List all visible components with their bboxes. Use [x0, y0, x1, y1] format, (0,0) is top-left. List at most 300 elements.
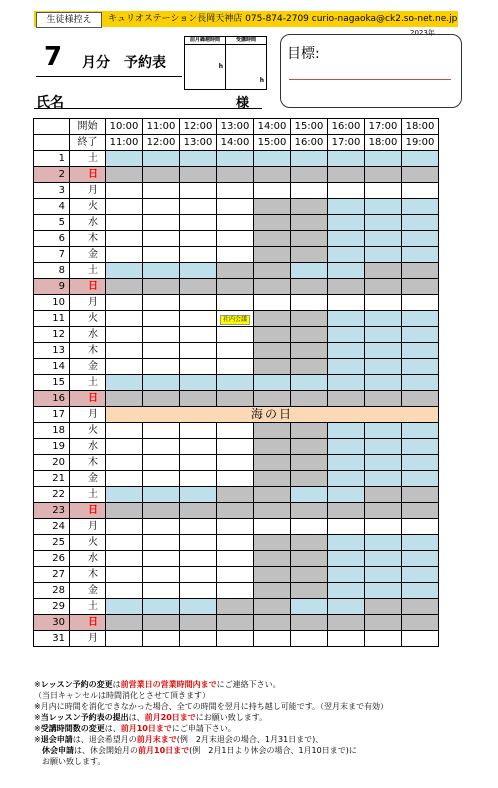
slot-cell[interactable] [291, 599, 328, 615]
note-line [34, 712, 474, 723]
slot-cell[interactable] [291, 263, 328, 279]
slot-cell[interactable] [106, 231, 143, 247]
slot-cell[interactable] [402, 343, 439, 359]
time-start-5: 15:00 [291, 119, 328, 135]
day-number: 25 [34, 535, 70, 551]
slot-cell[interactable] [143, 247, 180, 263]
slot-cell[interactable] [328, 455, 365, 471]
slot-cell [143, 167, 180, 183]
slot-cell [402, 391, 439, 407]
slot-cell [291, 391, 328, 407]
slot-cell[interactable] [143, 599, 180, 615]
slot-cell[interactable] [217, 151, 254, 167]
slot-cell[interactable] [328, 567, 365, 583]
time-start-7: 17:00 [365, 119, 402, 135]
weekday: 火 [70, 199, 106, 215]
blank-cell [34, 135, 70, 151]
slot-cell[interactable] [106, 423, 143, 439]
day-row-1 [34, 151, 439, 167]
day-row-13 [34, 343, 439, 359]
slot-cell[interactable] [328, 151, 365, 167]
goal-label: 目標: [287, 46, 320, 62]
slot-cell[interactable] [180, 599, 217, 615]
slot-cell[interactable] [106, 519, 143, 535]
lesson-hours-caption: 受講時間 [226, 37, 266, 45]
weekday: 月 [70, 407, 106, 423]
slot-cell[interactable] [180, 551, 217, 567]
slot-cell[interactable] [365, 519, 402, 535]
slot-cell [291, 583, 328, 599]
weekday: 木 [70, 567, 106, 583]
slot-cell[interactable] [217, 199, 254, 215]
note-text: (例 2月1日より休会の場合、1月10日まで)に [189, 746, 357, 755]
slot-cell[interactable] [180, 215, 217, 231]
slot-cell[interactable] [143, 215, 180, 231]
slot-cell[interactable] [180, 423, 217, 439]
slot-cell [291, 167, 328, 183]
slot-cell[interactable] [217, 327, 254, 343]
slot-cell[interactable] [328, 519, 365, 535]
time-start-2: 12:00 [180, 119, 217, 135]
day-number: 10 [34, 295, 70, 311]
slot-cell[interactable] [180, 327, 217, 343]
year-label: 2023年 [410, 29, 435, 37]
slot-cell[interactable] [291, 487, 328, 503]
weekday: 日 [70, 615, 106, 631]
slot-cell[interactable] [402, 311, 439, 327]
slot-cell[interactable] [180, 535, 217, 551]
weekday: 月 [70, 183, 106, 199]
slot-cell[interactable] [365, 359, 402, 375]
header-start-label: 開始 [70, 119, 106, 135]
slot-cell[interactable] [106, 215, 143, 231]
slot-cell[interactable] [365, 295, 402, 311]
note-text: は [112, 680, 121, 689]
weekday: 木 [70, 343, 106, 359]
slot-cell[interactable] [143, 583, 180, 599]
day-row-19 [34, 439, 439, 455]
weekday: 月 [70, 295, 106, 311]
slot-cell[interactable] [180, 359, 217, 375]
slot-cell[interactable] [143, 343, 180, 359]
note-bold: レッスン予約の変更 [40, 680, 113, 689]
day-number: 29 [34, 599, 70, 615]
time-end-0: 11:00 [106, 135, 143, 151]
slot-cell[interactable] [328, 471, 365, 487]
slot-cell [291, 535, 328, 551]
day-row-4 [34, 199, 439, 215]
day-row-23 [34, 503, 439, 519]
slot-cell[interactable] [328, 487, 365, 503]
slot-cell[interactable] [180, 311, 217, 327]
weekday: 水 [70, 327, 106, 343]
slot-cell[interactable] [143, 199, 180, 215]
lesson-hours-box[interactable] [225, 36, 267, 90]
slot-cell[interactable] [106, 151, 143, 167]
slot-cell[interactable] [328, 311, 365, 327]
slot-cell [254, 439, 291, 455]
slot-cell[interactable] [254, 519, 291, 535]
slot-cell [254, 391, 291, 407]
slot-cell[interactable] [328, 551, 365, 567]
slot-cell[interactable] [365, 439, 402, 455]
slot-cell [143, 615, 180, 631]
slot-cell[interactable] [328, 375, 365, 391]
slot-cell [328, 615, 365, 631]
slot-cell[interactable] [106, 439, 143, 455]
slot-cell [254, 327, 291, 343]
slot-cell[interactable] [143, 327, 180, 343]
carryover-box[interactable] [184, 36, 226, 90]
day-row-25 [34, 535, 439, 551]
day-row-10 [34, 295, 439, 311]
slot-cell[interactable] [328, 199, 365, 215]
slot-cell[interactable] [180, 631, 217, 647]
day-number: 15 [34, 375, 70, 391]
slot-cell[interactable] [328, 295, 365, 311]
slot-cell[interactable] [217, 343, 254, 359]
slot-cell[interactable] [365, 551, 402, 567]
slot-cell[interactable] [402, 455, 439, 471]
day-number: 7 [34, 247, 70, 263]
weekday: 金 [70, 583, 106, 599]
note-text: （当日キャンセルは時間消化とさせて頂きます） [34, 691, 210, 700]
day-row-22 [34, 487, 439, 503]
slot-cell[interactable] [180, 583, 217, 599]
slot-cell[interactable] [365, 215, 402, 231]
slot-cell [217, 487, 254, 503]
slot-cell[interactable] [217, 423, 254, 439]
day-number: 31 [34, 631, 70, 647]
slot-cell[interactable] [328, 247, 365, 263]
slot-cell[interactable] [402, 551, 439, 567]
slot-cell [254, 615, 291, 631]
slot-cell[interactable] [328, 183, 365, 199]
slot-cell[interactable] [143, 471, 180, 487]
slot-cell[interactable] [106, 199, 143, 215]
slot-cell[interactable] [106, 599, 143, 615]
slot-cell [291, 279, 328, 295]
slot-cell[interactable] [217, 519, 254, 535]
slot-cell[interactable] [328, 231, 365, 247]
slot-cell[interactable] [402, 583, 439, 599]
slot-cell[interactable] [106, 551, 143, 567]
day-row-27 [34, 567, 439, 583]
slot-cell[interactable] [217, 471, 254, 487]
slot-cell [106, 503, 143, 519]
slot-cell [402, 599, 439, 615]
slot-cell[interactable] [143, 423, 180, 439]
slot-cell[interactable] [143, 183, 180, 199]
weekday: 水 [70, 215, 106, 231]
slot-cell[interactable] [217, 295, 254, 311]
slot-cell[interactable] [143, 455, 180, 471]
slot-cell[interactable] [106, 631, 143, 647]
day-row-24 [34, 519, 439, 535]
day-row-9 [34, 279, 439, 295]
slot-cell[interactable] [217, 215, 254, 231]
slot-cell [291, 615, 328, 631]
slot-cell [328, 503, 365, 519]
slot-cell[interactable] [402, 231, 439, 247]
slot-cell [143, 503, 180, 519]
slot-cell[interactable] [365, 199, 402, 215]
slot-cell[interactable] [328, 439, 365, 455]
slot-cell [180, 167, 217, 183]
slot-cell [291, 551, 328, 567]
slot-cell[interactable] [143, 375, 180, 391]
notes [34, 679, 474, 767]
slot-cell[interactable] [180, 375, 217, 391]
slot-cell[interactable] [180, 231, 217, 247]
slot-cell[interactable] [365, 311, 402, 327]
slot-cell[interactable] [180, 471, 217, 487]
slot-cell[interactable] [254, 375, 291, 391]
slot-cell[interactable] [180, 199, 217, 215]
slot-cell[interactable] [180, 567, 217, 583]
slot-cell[interactable] [180, 343, 217, 359]
note-text [34, 746, 42, 755]
weekday: 日 [70, 391, 106, 407]
slot-cell[interactable] [402, 295, 439, 311]
slot-cell[interactable] [217, 231, 254, 247]
carryover-unit: h [218, 63, 223, 70]
slot-cell[interactable] [143, 359, 180, 375]
slot-cell[interactable] [365, 535, 402, 551]
slot-cell [365, 263, 402, 279]
slot-cell [365, 615, 402, 631]
slot-cell [328, 391, 365, 407]
slot-cell[interactable] [402, 631, 439, 647]
slot-cell[interactable] [402, 471, 439, 487]
slot-cell[interactable] [217, 567, 254, 583]
slot-cell[interactable] [106, 471, 143, 487]
slot-cell[interactable] [402, 215, 439, 231]
slot-cell[interactable] [106, 247, 143, 263]
slot-cell [291, 311, 328, 327]
slot-cell [217, 503, 254, 519]
slot-cell[interactable] [143, 311, 180, 327]
slot-cell[interactable] [180, 519, 217, 535]
time-end-6: 17:00 [328, 135, 365, 151]
slot-cell[interactable] [217, 535, 254, 551]
slot-cell[interactable] [143, 487, 180, 503]
slot-cell[interactable] [365, 455, 402, 471]
slot-cell [365, 279, 402, 295]
slot-cell[interactable] [402, 327, 439, 343]
slot-cell[interactable] [402, 567, 439, 583]
slot-cell[interactable] [143, 263, 180, 279]
blank-cell [34, 119, 70, 135]
slot-cell [254, 167, 291, 183]
slot-cell[interactable] [180, 455, 217, 471]
day-number: 14 [34, 359, 70, 375]
weekday: 木 [70, 231, 106, 247]
slot-cell [365, 503, 402, 519]
slot-cell[interactable] [365, 343, 402, 359]
slot-cell[interactable] [365, 567, 402, 583]
slot-cell[interactable] [291, 375, 328, 391]
slot-cell[interactable] [180, 183, 217, 199]
slot-cell[interactable] [106, 327, 143, 343]
slot-cell[interactable] [365, 183, 402, 199]
time-start-1: 11:00 [143, 119, 180, 135]
copy-badge: 生徒様控え [36, 12, 102, 28]
slot-cell[interactable] [180, 151, 217, 167]
slot-cell[interactable] [180, 295, 217, 311]
slot-cell [180, 615, 217, 631]
slot-cell[interactable] [106, 343, 143, 359]
slot-cell[interactable] [106, 295, 143, 311]
day-number: 26 [34, 551, 70, 567]
name-label: 氏名 [36, 95, 64, 111]
slot-cell[interactable] [217, 551, 254, 567]
slot-cell[interactable] [402, 519, 439, 535]
day-row-20 [34, 455, 439, 471]
slot-cell[interactable] [328, 583, 365, 599]
weekday: 土 [70, 599, 106, 615]
slot-cell[interactable] [365, 151, 402, 167]
slot-cell[interactable] [402, 199, 439, 215]
slot-cell[interactable] [402, 183, 439, 199]
slot-cell[interactable] [402, 535, 439, 551]
name-underline [34, 108, 262, 109]
slot-cell[interactable] [328, 423, 365, 439]
note-line [34, 734, 474, 745]
slot-cell[interactable] [143, 551, 180, 567]
slot-cell[interactable] [254, 151, 291, 167]
slot-cell[interactable] [106, 487, 143, 503]
slot-cell[interactable] [217, 583, 254, 599]
slot-cell [365, 391, 402, 407]
slot-cell[interactable] [291, 183, 328, 199]
day-row-7 [34, 247, 439, 263]
slot-cell[interactable] [402, 359, 439, 375]
slot-cell [402, 167, 439, 183]
lesson-hours-unit: h [259, 77, 264, 84]
slot-cell[interactable] [106, 311, 143, 327]
slot-cell[interactable] [328, 535, 365, 551]
goal-box[interactable] [280, 34, 462, 108]
slot-cell[interactable] [328, 359, 365, 375]
weekday: 火 [70, 423, 106, 439]
slot-cell [291, 503, 328, 519]
slot-cell[interactable] [402, 423, 439, 439]
slot-cell[interactable] [180, 247, 217, 263]
day-number: 16 [34, 391, 70, 407]
slot-cell[interactable] [254, 631, 291, 647]
slot-cell[interactable] [106, 359, 143, 375]
slot-cell[interactable] [254, 183, 291, 199]
time-end-3: 14:00 [217, 135, 254, 151]
slot-cell[interactable] [291, 519, 328, 535]
note-emphasis: 前月10日まで [138, 746, 190, 755]
slot-cell[interactable] [143, 631, 180, 647]
slot-cell[interactable] [328, 343, 365, 359]
slot-cell[interactable] [291, 295, 328, 311]
slot-cell[interactable] [217, 375, 254, 391]
slot-cell[interactable] [106, 183, 143, 199]
slot-cell[interactable] [402, 151, 439, 167]
slot-cell[interactable] [106, 535, 143, 551]
slot-cell[interactable] [217, 631, 254, 647]
slot-cell[interactable] [143, 295, 180, 311]
day-number: 12 [34, 327, 70, 343]
slot-cell[interactable] [217, 247, 254, 263]
note-line [34, 723, 474, 734]
slot-cell[interactable] [217, 183, 254, 199]
slot-cell [254, 279, 291, 295]
slot-cell[interactable] [106, 455, 143, 471]
slot-cell[interactable] [217, 439, 254, 455]
slot-cell[interactable] [365, 631, 402, 647]
slot-cell[interactable] [328, 631, 365, 647]
slot-cell [291, 231, 328, 247]
slot-cell[interactable] [365, 247, 402, 263]
slot-cell[interactable] [402, 247, 439, 263]
slot-cell[interactable] [402, 375, 439, 391]
slot-cell[interactable] [143, 231, 180, 247]
slot-cell[interactable] [365, 375, 402, 391]
slot-cell[interactable] [365, 423, 402, 439]
slot-cell[interactable] [328, 263, 365, 279]
slot-cell[interactable] [143, 535, 180, 551]
day-row-21 [34, 471, 439, 487]
slot-cell [254, 455, 291, 471]
slot-cell[interactable] [217, 311, 254, 327]
slot-cell[interactable] [143, 567, 180, 583]
shop-info: キュリオステーション長岡天神店 075-874-2709 curio-nagaoka@ck2.so-net.ne.jp [108, 14, 458, 24]
slot-cell[interactable] [365, 471, 402, 487]
slot-cell[interactable] [365, 583, 402, 599]
slot-cell [254, 263, 291, 279]
slot-cell [217, 615, 254, 631]
weekday: 月 [70, 631, 106, 647]
slot-cell[interactable] [106, 375, 143, 391]
slot-cell[interactable] [291, 151, 328, 167]
slot-cell[interactable] [180, 487, 217, 503]
slot-cell[interactable] [365, 231, 402, 247]
slot-cell[interactable] [217, 455, 254, 471]
slot-cell[interactable] [328, 215, 365, 231]
note-text: ※ [34, 713, 41, 722]
day-row-29 [34, 599, 439, 615]
day-row-17 [34, 407, 439, 423]
slot-cell[interactable] [180, 439, 217, 455]
slot-cell[interactable] [106, 567, 143, 583]
note-bold: 受講時間数の変更 [40, 724, 105, 733]
day-number: 2 [34, 167, 70, 183]
slot-cell[interactable] [106, 583, 143, 599]
slot-cell[interactable] [143, 151, 180, 167]
slot-cell[interactable] [328, 327, 365, 343]
day-row-16 [34, 391, 439, 407]
slot-cell [254, 583, 291, 599]
weekday: 日 [70, 167, 106, 183]
slot-cell[interactable] [365, 327, 402, 343]
slot-cell[interactable] [143, 439, 180, 455]
note-text: ※月内に時間を消化できなかった場合、全ての時間を翌月に持ち越し可能です。（翌月末まで有効） [34, 702, 389, 711]
slot-cell[interactable] [402, 439, 439, 455]
slot-cell [254, 215, 291, 231]
slot-cell[interactable] [217, 359, 254, 375]
slot-cell[interactable] [254, 295, 291, 311]
slot-cell[interactable] [106, 263, 143, 279]
slot-cell[interactable] [291, 631, 328, 647]
slot-cell[interactable] [328, 599, 365, 615]
slot-cell[interactable] [180, 263, 217, 279]
slot-cell[interactable] [143, 519, 180, 535]
